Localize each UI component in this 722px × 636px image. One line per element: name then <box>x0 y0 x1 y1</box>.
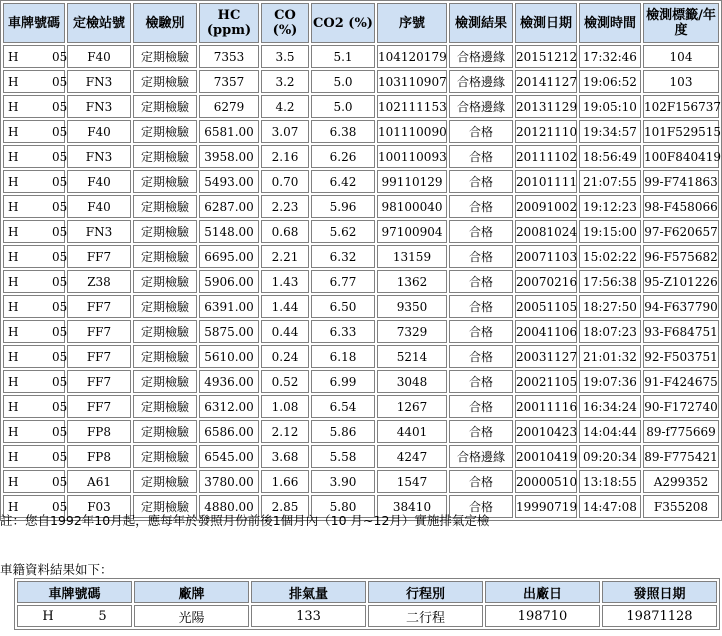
table-cell: 6.18 <box>311 345 375 368</box>
table-cell: 100110093 <box>377 145 447 168</box>
table-cell: 7357 <box>199 70 259 93</box>
table-cell: A61 <box>67 470 131 493</box>
table-cell: 定期檢驗 <box>133 220 197 243</box>
table-cell: 定期檢驗 <box>133 320 197 343</box>
column-header: 序號 <box>377 3 447 43</box>
table-cell: 14:47:08 <box>579 495 641 518</box>
plate-suffix: 05 <box>52 299 68 314</box>
table-cell: 2.12 <box>261 420 309 443</box>
table-cell: 定期檢驗 <box>133 70 197 93</box>
table-cell: F40 <box>67 120 131 143</box>
table-cell: 98100040 <box>377 195 447 218</box>
table-cell: 95-Z101226 <box>643 270 719 293</box>
table-cell: 4247 <box>377 445 447 468</box>
table-cell: 3.07 <box>261 120 309 143</box>
table-cell: 2.21 <box>261 245 309 268</box>
table-cell: 5493.00 <box>199 170 259 193</box>
table-cell: 6.33 <box>311 320 375 343</box>
table-cell: F03 <box>67 495 131 518</box>
plate-suffix: 05 <box>52 474 68 489</box>
table-cell: 定期檢驗 <box>133 145 197 168</box>
table-cell: 89-f775669 <box>643 420 719 443</box>
plate-suffix: 05 <box>52 49 68 64</box>
table-cell: 定期檢驗 <box>133 120 197 143</box>
table-cell: 6.54 <box>311 395 375 418</box>
registration-header-row <box>17 581 717 603</box>
plate-number-cell <box>3 395 68 418</box>
table-cell: 2.16 <box>261 145 309 168</box>
table-cell: 103 <box>643 70 719 93</box>
table-cell: 99-F741863 <box>643 170 719 193</box>
plate-number-cell <box>3 320 68 343</box>
plate-number-cell <box>3 95 68 118</box>
table-cell: 20101111 <box>515 170 577 193</box>
table-cell: 定期檢驗 <box>133 495 197 518</box>
plate-number-cell <box>3 420 68 443</box>
table-cell: FN3 <box>67 70 131 93</box>
table-cell: 20031127 <box>515 345 577 368</box>
table-cell: 0.70 <box>261 170 309 193</box>
table-cell: 5.58 <box>311 445 375 468</box>
table-cell: 7353 <box>199 45 259 68</box>
table-cell: 94-F637790 <box>643 295 719 318</box>
plate-prefix: H <box>8 424 19 439</box>
table-cell: 19:34:57 <box>579 120 641 143</box>
table-cell: 光陽 <box>134 605 249 627</box>
table-cell: 6695.00 <box>199 245 259 268</box>
table-cell: 5.96 <box>311 195 375 218</box>
plate-prefix: H <box>8 474 19 489</box>
table-cell: 6581.00 <box>199 120 259 143</box>
table-cell: FF7 <box>67 370 131 393</box>
table-row <box>3 270 719 293</box>
column-header: CO (%) <box>261 3 309 43</box>
table-cell: 定期檢驗 <box>133 370 197 393</box>
table-cell: 20070216 <box>515 270 577 293</box>
plate-suffix: 05 <box>52 224 68 239</box>
table-cell: 92-F503751 <box>643 345 719 368</box>
table-cell: 89-F775421 <box>643 445 719 468</box>
table-cell: FP8 <box>67 420 131 443</box>
table-cell: 0.44 <box>261 320 309 343</box>
table-cell: FN3 <box>67 220 131 243</box>
table-cell: Z38 <box>67 270 131 293</box>
table-cell: 17:32:46 <box>579 45 641 68</box>
table-cell: 6.99 <box>311 370 375 393</box>
table-cell: 6586.00 <box>199 420 259 443</box>
table-cell: 101110090 <box>377 120 447 143</box>
table-cell: 5906.00 <box>199 270 259 293</box>
vehicle-registration-table <box>14 578 720 630</box>
table-cell: 5875.00 <box>199 320 259 343</box>
table-cell: 定期檢驗 <box>133 95 197 118</box>
table-cell: 1.43 <box>261 270 309 293</box>
plate-suffix: 05 <box>52 99 68 114</box>
table-cell: 20151212 <box>515 45 577 68</box>
table-cell: 20000510 <box>515 470 577 493</box>
plate-prefix: H <box>8 174 19 189</box>
registration-title: 車籍資料結果如下： <box>0 562 113 577</box>
table-cell: 4401 <box>377 420 447 443</box>
plate-suffix: 05 <box>52 149 68 164</box>
table-cell: F355208 <box>643 495 719 518</box>
table-cell: 合格 <box>449 170 513 193</box>
plate-number-cell <box>3 245 68 268</box>
plate-number-cell <box>3 170 68 193</box>
plate-number-cell <box>3 45 68 68</box>
table-cell: FF7 <box>67 245 131 268</box>
plate-prefix: H <box>8 249 19 264</box>
table-cell: 合格 <box>449 320 513 343</box>
table-cell: 21:07:55 <box>579 170 641 193</box>
table-header-row <box>3 3 719 43</box>
table-cell: 7329 <box>377 320 447 343</box>
table-cell: 103110907 <box>377 70 447 93</box>
column-header: CO2 (%) <box>311 3 375 43</box>
table-cell: 3.5 <box>261 45 309 68</box>
table-cell: 3.90 <box>311 470 375 493</box>
table-cell: 合格 <box>449 395 513 418</box>
table-cell: 20041106 <box>515 320 577 343</box>
table-cell: 5148.00 <box>199 220 259 243</box>
table-cell: 5.0 <box>311 70 375 93</box>
table-cell: F40 <box>67 45 131 68</box>
table-cell: 合格 <box>449 220 513 243</box>
table-cell: FF7 <box>67 295 131 318</box>
table-cell: 104120179 <box>377 45 447 68</box>
table-cell: 101F529515 <box>643 120 719 143</box>
table-cell: FN3 <box>67 95 131 118</box>
table-row <box>3 45 719 68</box>
plate-number-cell <box>3 220 68 243</box>
table-cell: 5.0 <box>311 95 375 118</box>
table-cell: 5.86 <box>311 420 375 443</box>
column-header: 行程別 <box>368 581 483 603</box>
plate-prefix: H <box>42 608 54 624</box>
table-cell: 合格邊緣 <box>449 45 513 68</box>
table-cell: 合格 <box>449 420 513 443</box>
table-cell: 3958.00 <box>199 145 259 168</box>
plate-prefix: H <box>8 374 19 389</box>
table-cell: 二行程 <box>368 605 483 627</box>
table-cell: 20111102 <box>515 145 577 168</box>
table-cell: 133 <box>251 605 366 627</box>
plate-prefix: H <box>8 449 19 464</box>
table-cell: 19:15:00 <box>579 220 641 243</box>
plate-number-cell <box>3 295 68 318</box>
table-cell: 20051105 <box>515 295 577 318</box>
table-cell: 5.1 <box>311 45 375 68</box>
table-cell: 16:34:24 <box>579 395 641 418</box>
table-row <box>3 445 719 468</box>
table-cell: 6.32 <box>311 245 375 268</box>
table-cell: 91-F424675 <box>643 370 719 393</box>
table-cell: F40 <box>67 195 131 218</box>
table-cell: 合格 <box>449 345 513 368</box>
column-header: 檢驗別 <box>133 3 197 43</box>
column-header: 檢測時間 <box>579 3 641 43</box>
table-cell: 20121110 <box>515 120 577 143</box>
table-cell: 1.66 <box>261 470 309 493</box>
table-cell: 4880.00 <box>199 495 259 518</box>
plate-prefix: H <box>8 299 19 314</box>
table-cell: 20081024 <box>515 220 577 243</box>
table-cell: 合格 <box>449 370 513 393</box>
table-cell: 定期檢驗 <box>133 170 197 193</box>
table-cell: 9350 <box>377 295 447 318</box>
table-cell: 97-F620657 <box>643 220 719 243</box>
table-cell: 5610.00 <box>199 345 259 368</box>
table-cell: 合格 <box>449 120 513 143</box>
registration-row <box>17 605 717 627</box>
table-cell: 17:56:38 <box>579 270 641 293</box>
plate-suffix: 05 <box>52 374 68 389</box>
plate-number-cell <box>3 470 68 493</box>
plate-prefix: H <box>8 49 19 64</box>
plate-number-cell <box>3 70 68 93</box>
table-cell: 93-F684751 <box>643 320 719 343</box>
plate-prefix: H <box>8 224 19 239</box>
plate-number-cell <box>3 120 68 143</box>
plate-suffix: 05 <box>52 74 68 89</box>
plate-suffix: 05 <box>52 174 68 189</box>
table-row <box>3 170 719 193</box>
table-cell: 6.77 <box>311 270 375 293</box>
table-cell: FF7 <box>67 320 131 343</box>
table-cell: 21:01:32 <box>579 345 641 368</box>
table-cell: 3048 <box>377 370 447 393</box>
table-row <box>3 95 719 118</box>
inspection-note: 註：您自1992年10月起，應每年於發照月份前後1個月內（10 月~12月）實施排氣定檢 <box>0 513 490 528</box>
table-cell: 6287.00 <box>199 195 259 218</box>
table-cell: 6.38 <box>311 120 375 143</box>
table-cell: 198710 <box>485 605 600 627</box>
column-header: 檢測標籤/年度 <box>643 3 719 43</box>
table-cell: 96-F575682 <box>643 245 719 268</box>
plate-number-cell <box>17 605 132 627</box>
table-cell: 4936.00 <box>199 370 259 393</box>
table-cell: 合格 <box>449 245 513 268</box>
table-cell: 19990719 <box>515 495 577 518</box>
table-cell: 20010423 <box>515 420 577 443</box>
table-cell: 90-F172740 <box>643 395 719 418</box>
table-cell: 99110129 <box>377 170 447 193</box>
table-cell: 定期檢驗 <box>133 470 197 493</box>
plate-suffix: 05 <box>52 499 68 514</box>
table-row <box>3 470 719 493</box>
table-row <box>3 295 719 318</box>
table-row <box>3 120 719 143</box>
table-cell: 6.42 <box>311 170 375 193</box>
table-cell: 19871128 <box>602 605 717 627</box>
plate-number-cell <box>3 445 68 468</box>
table-cell: FP8 <box>67 445 131 468</box>
plate-suffix: 05 <box>52 324 68 339</box>
table-cell: FF7 <box>67 395 131 418</box>
column-header: 出廠日 <box>485 581 600 603</box>
table-cell: 合格邊緣 <box>449 70 513 93</box>
table-cell: 6545.00 <box>199 445 259 468</box>
table-cell: 1547 <box>377 470 447 493</box>
table-cell: 3780.00 <box>199 470 259 493</box>
table-cell: 定期檢驗 <box>133 270 197 293</box>
table-cell: 6391.00 <box>199 295 259 318</box>
table-cell: 定期檢驗 <box>133 345 197 368</box>
table-row <box>3 70 719 93</box>
column-header: 排氣量 <box>251 581 366 603</box>
table-cell: 15:02:22 <box>579 245 641 268</box>
table-cell: 0.52 <box>261 370 309 393</box>
plate-suffix: 05 <box>52 424 68 439</box>
plate-prefix: H <box>8 499 19 514</box>
plate-suffix: 05 <box>52 124 68 139</box>
table-cell: 合格 <box>449 295 513 318</box>
table-cell: 合格 <box>449 145 513 168</box>
table-cell: 20141127 <box>515 70 577 93</box>
table-row <box>3 345 719 368</box>
table-row <box>3 370 719 393</box>
plate-suffix: 05 <box>52 399 68 414</box>
table-cell: 合格 <box>449 495 513 518</box>
column-header: 車牌號碼 <box>17 581 132 603</box>
table-cell: 合格邊緣 <box>449 95 513 118</box>
table-cell: 1.08 <box>261 395 309 418</box>
plate-suffix: 05 <box>52 249 68 264</box>
plate-prefix: H <box>8 349 19 364</box>
table-cell: 18:07:23 <box>579 320 641 343</box>
column-header: 車牌號碼 <box>3 3 65 43</box>
plate-prefix: H <box>8 399 19 414</box>
table-cell: 5.80 <box>311 495 375 518</box>
table-row <box>3 195 719 218</box>
plate-number-cell <box>3 370 68 393</box>
table-row <box>3 245 719 268</box>
table-row <box>3 320 719 343</box>
table-cell: 1.44 <box>261 295 309 318</box>
plate-suffix: 05 <box>52 449 68 464</box>
table-cell: 定期檢驗 <box>133 245 197 268</box>
table-cell: 98-F458066 <box>643 195 719 218</box>
table-cell: 20131129 <box>515 95 577 118</box>
table-row <box>3 420 719 443</box>
table-cell: 定期檢驗 <box>133 420 197 443</box>
plate-suffix: 05 <box>52 199 68 214</box>
table-cell: 19:07:36 <box>579 370 641 393</box>
plate-prefix: H <box>8 199 19 214</box>
table-cell: 2.85 <box>261 495 309 518</box>
column-header: 廠牌 <box>134 581 249 603</box>
plate-prefix: H <box>8 124 19 139</box>
table-cell: 13:18:55 <box>579 470 641 493</box>
table-cell: 102F156737 <box>643 95 719 118</box>
table-cell: 合格邊緣 <box>449 445 513 468</box>
table-cell: 100F840419 <box>643 145 719 168</box>
table-cell: 38410 <box>377 495 447 518</box>
table-cell: 19:12:23 <box>579 195 641 218</box>
plate-prefix: H <box>8 74 19 89</box>
table-cell: 20091002 <box>515 195 577 218</box>
table-row <box>3 220 719 243</box>
plate-number-cell <box>3 345 68 368</box>
table-cell: 合格 <box>449 195 513 218</box>
table-cell: 6.50 <box>311 295 375 318</box>
table-row <box>3 395 719 418</box>
table-cell: 2.23 <box>261 195 309 218</box>
table-cell: FN3 <box>67 145 131 168</box>
column-header: 檢測日期 <box>515 3 577 43</box>
table-cell: 13159 <box>377 245 447 268</box>
table-cell: 18:56:49 <box>579 145 641 168</box>
table-cell: 102111153 <box>377 95 447 118</box>
table-cell: 0.68 <box>261 220 309 243</box>
table-cell: 定期檢驗 <box>133 195 197 218</box>
plate-suffix: 5 <box>98 608 107 624</box>
table-cell: 19:06:52 <box>579 70 641 93</box>
column-header: HC (ppm) <box>199 3 259 43</box>
table-cell: 6.26 <box>311 145 375 168</box>
table-cell: 20010419 <box>515 445 577 468</box>
table-cell: 6279 <box>199 95 259 118</box>
plate-suffix: 05 <box>52 349 68 364</box>
table-cell: 3.68 <box>261 445 309 468</box>
table-cell: 0.24 <box>261 345 309 368</box>
table-row <box>3 145 719 168</box>
plate-suffix: 05 <box>52 274 68 289</box>
plate-prefix: H <box>8 324 19 339</box>
table-cell: 20071103 <box>515 245 577 268</box>
table-cell: 97100904 <box>377 220 447 243</box>
table-cell: 5.62 <box>311 220 375 243</box>
table-cell: 20021105 <box>515 370 577 393</box>
plate-number-cell <box>3 195 68 218</box>
table-cell: 18:27:50 <box>579 295 641 318</box>
table-cell: F40 <box>67 170 131 193</box>
table-cell: 20011116 <box>515 395 577 418</box>
column-header: 發照日期 <box>602 581 717 603</box>
plate-prefix: H <box>8 274 19 289</box>
column-header: 定檢站號 <box>67 3 131 43</box>
table-cell: 19:05:10 <box>579 95 641 118</box>
table-cell: 1362 <box>377 270 447 293</box>
plate-number-cell <box>3 145 68 168</box>
table-cell: 09:20:34 <box>579 445 641 468</box>
table-cell: 104 <box>643 45 719 68</box>
table-cell: 6312.00 <box>199 395 259 418</box>
column-header: 檢測結果 <box>449 3 513 43</box>
table-cell: 14:04:44 <box>579 420 641 443</box>
table-cell: 定期檢驗 <box>133 45 197 68</box>
table-cell: 1267 <box>377 395 447 418</box>
table-cell: 5214 <box>377 345 447 368</box>
table-cell: FF7 <box>67 345 131 368</box>
table-cell: 3.2 <box>261 70 309 93</box>
table-cell: 定期檢驗 <box>133 295 197 318</box>
plate-prefix: H <box>8 99 19 114</box>
plate-prefix: H <box>8 149 19 164</box>
table-cell: 4.2 <box>261 95 309 118</box>
table-cell: A299352 <box>643 470 719 493</box>
plate-number-cell <box>3 270 68 293</box>
table-cell: 定期檢驗 <box>133 395 197 418</box>
table-cell: 定期檢驗 <box>133 445 197 468</box>
table-cell: 合格 <box>449 470 513 493</box>
table-cell: 合格 <box>449 270 513 293</box>
